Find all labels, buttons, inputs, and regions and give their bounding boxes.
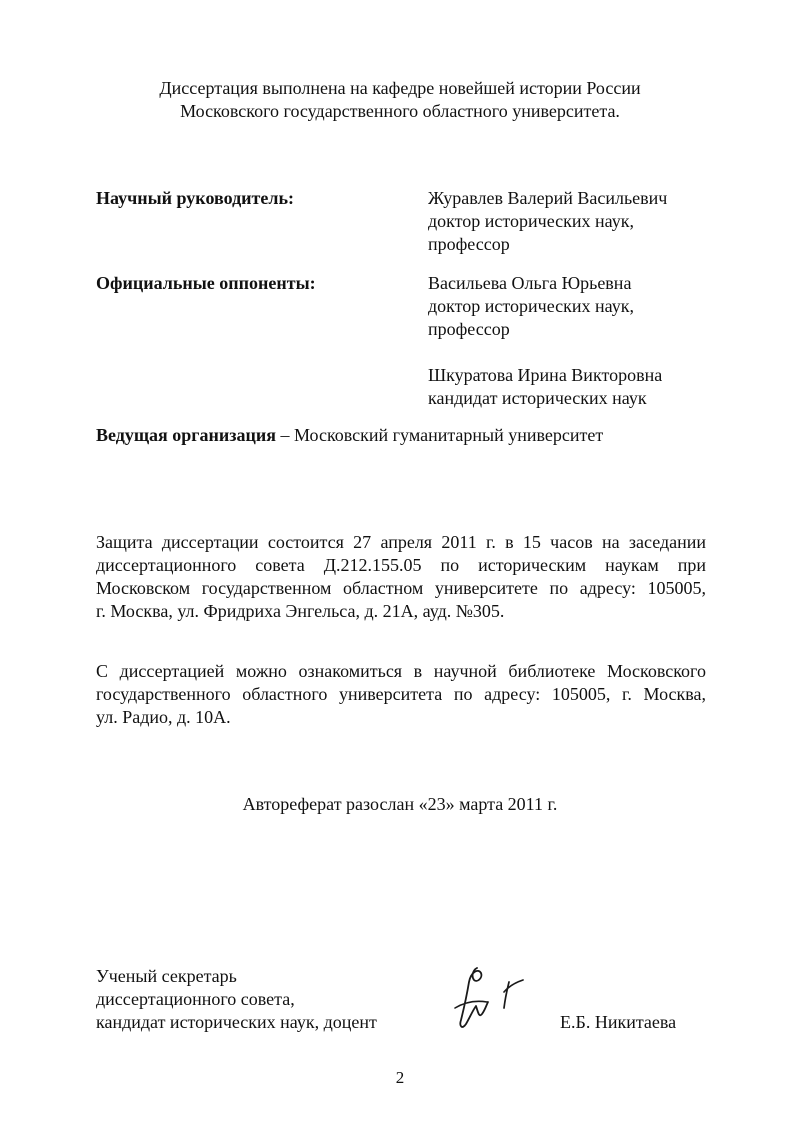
defense-line-3: Московском государственном областном университете по адресу: 105005, [96,578,706,598]
defense-line-1: Защита диссертации состоится 27 апреля 2011 г. в 15 часов на заседании [96,532,706,552]
defense-line-4: г. Москва, ул. Фридриха Энгельса, д. 21А, ауд. №305. [96,601,505,621]
defense-paragraph [96,531,706,623]
secretary-name: Е.Б. Никитаева [560,1012,677,1032]
opponent-1-title: профессор [428,319,510,339]
defense-line-2: диссертационного совета Д.212.155.05 по историческим наукам при [96,555,706,575]
supervisor-title: профессор [428,234,510,254]
opponents-info [428,272,662,410]
secretary-line-2: диссертационного совета, [96,989,295,1009]
supervisor-name: Журавлев Валерий Васильевич [428,188,668,208]
supervisor-degree: доктор исторических наук, [428,211,634,231]
lead-organization [96,424,603,447]
opponents-label: Официальные оппоненты: [96,273,316,293]
opponent-gap [428,341,662,364]
opponent-1-name: Васильева Ольга Юрьевна [428,273,632,293]
header-line-1: Диссертация выполнена на кафедре новейшей истории России [159,78,641,98]
handwritten-signature [447,960,537,1035]
opponent-2-degree: кандидат исторических наук [428,388,647,408]
secretary-block [96,965,377,1034]
secretary-line-3: кандидат исторических наук, доцент [96,1012,377,1032]
library-line-1: С диссертацией можно ознакомиться в научной библиотеке Московского [96,661,706,681]
opponent-2-name: Шкуратова Ирина Викторовна [428,365,663,385]
header-block [0,77,800,123]
page-number: 2 [395,1068,405,1087]
library-paragraph [96,660,706,729]
library-line-3: ул. Радио, д. 10А. [96,707,231,727]
opponent-1-degree: доктор исторических наук, [428,296,634,316]
abstract-sent-date: Автореферат разослан «23» марта 2011 г. [242,794,558,814]
lead-org-label: Ведущая организация [96,425,276,445]
supervisor-info [428,187,667,256]
library-line-2: государственного областного университета по адресу: 105005, г. Москва, [96,684,706,704]
supervisor-label: Научный руководитель: [96,188,294,208]
header-line-2: Московского государственного областного университета. [180,101,620,121]
lead-org-text: – Московский гуманитарный университет [275,425,604,445]
secretary-line-1: Ученый секретарь [96,966,237,986]
